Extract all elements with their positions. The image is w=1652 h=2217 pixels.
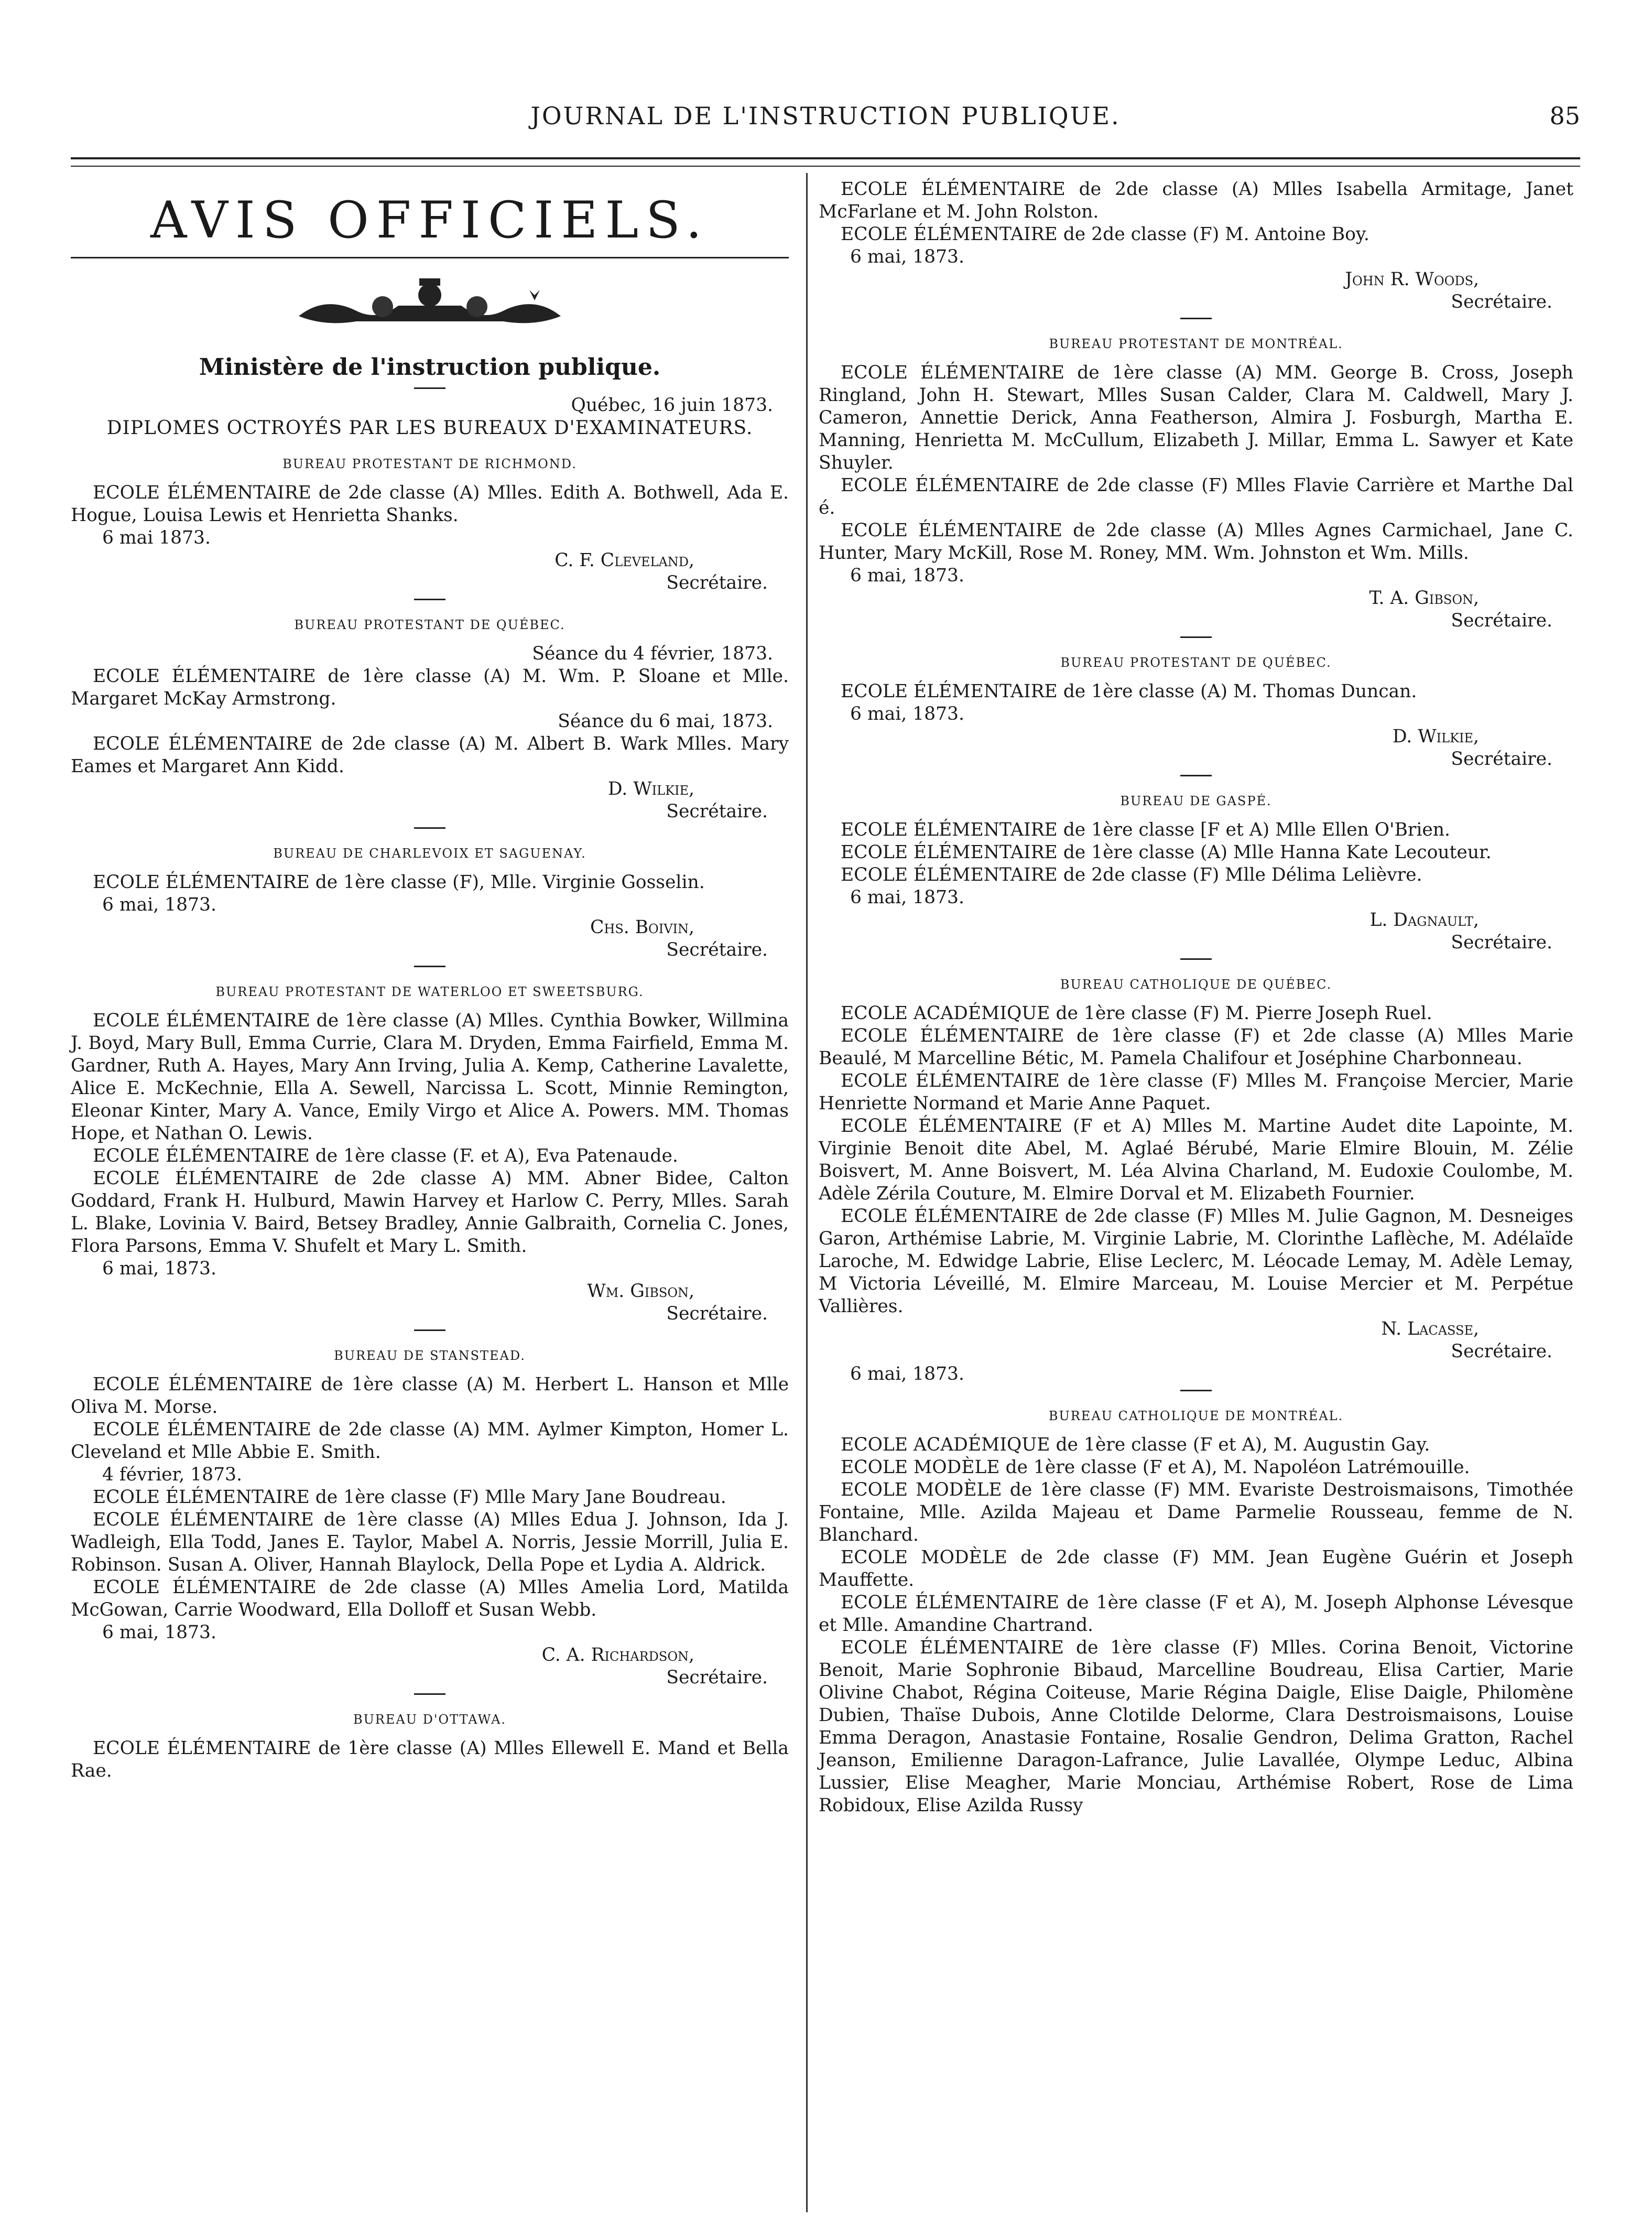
signatory-role: Secrétaire.	[1451, 610, 1552, 631]
diploma-entry: ECOLE ÉLÉMENTAIRE de 1ère classe (A) MM. George B. Cross, Joseph Ringland, John H. Stewart, Mlles Susan Calder, Clara M. Caldwell, Mary J. Cameron, Annettie Derick, Anna Featherson, Almira J. Fosburgh, Martha E. Manning, Henrietta M. McCullum, Elizabeth J. Millar, Emma L. Sawyer et Kate Shuyler.	[819, 362, 1573, 473]
signatory-role: Secrétaire.	[1451, 749, 1552, 770]
bureau-heading: BUREAU DE STANSTEAD.	[334, 1348, 526, 1363]
diploma-entry: ECOLE ÉLÉMENTAIRE de 1ère classe (F et A), M. Joseph Alphonse Lévesque et Mlle. Amandine Chartrand.	[819, 1592, 1573, 1636]
signatory-name: D. Wilkie,	[1392, 726, 1479, 747]
diploma-entry: ECOLE ACADÉMIQUE de 1ère classe (F et A), M. Augustin Gay.	[841, 1434, 1430, 1455]
diploma-entry: ECOLE ÉLÉMENTAIRE de 1ère classe (F) Mlles M. Françoise Mercier, Marie Henriette Normand et Marie Anne Paquet.	[819, 1070, 1573, 1114]
signatory-name: L. Dagnault,	[1370, 910, 1479, 931]
signatory-role: Secrétaire.	[666, 939, 768, 960]
journal-title: JOURNAL DE L'INSTRUCTION PUBLIQUE.	[530, 102, 1121, 130]
diploma-entry: ECOLE ÉLÉMENTAIRE de 2de classe A) MM. Abner Bidee, Calton Goddard, Frank H. Hulburd, Mawin Harvey et Harlow C. Perry, Mlles. Sarah L. Blake, Lovinia V. Baird, Betsey Bradley, Annie Galbraith, Cornelia C. Jones, Flora Parsons, Emma V. Shufelt et Mary L. Smith.	[71, 1168, 789, 1257]
divider	[414, 387, 445, 389]
signatory-role: Secrétaire.	[666, 572, 768, 593]
page-header	[71, 100, 1580, 136]
diploma-entry: ECOLE ÉLÉMENTAIRE de 1ère classe (F) et 2de classe (A) Mlles Marie Beaulé, M Marcelline Bétic, M. Pamela Chalifour et Joséphine Charbonneau.	[819, 1025, 1573, 1069]
column-divider	[806, 173, 808, 2212]
diploma-entry: ECOLE ÉLÉMENTAIRE de 2de classe (F) M. Antoine Boy.	[841, 224, 1370, 245]
signatory-role: Secrétaire.	[1451, 932, 1552, 953]
signatory-name: T. A. Gibson,	[1369, 588, 1479, 609]
entry-date: 6 mai, 1873.	[850, 887, 964, 908]
bureau-heading: BUREAU D'OTTAWA.	[353, 1712, 507, 1727]
page-number: 85	[1549, 102, 1580, 130]
royal-arms-ornament-icon	[294, 274, 566, 332]
diploma-entry: ECOLE ÉLÉMENTAIRE de 2de classe (F) Mlle Délima Lelièvre.	[841, 864, 1422, 885]
signatory-role: Secrétaire.	[1451, 291, 1552, 312]
signatory-role: Secrétaire.	[666, 1303, 768, 1324]
bureau-heading: BUREAU PROTESTANT DE WATERLOO ET SWEETSBURG.	[215, 985, 644, 999]
bureau-heading: BUREAU DE GASPÉ.	[1120, 794, 1272, 808]
signatory-name: Chs. Boivin,	[590, 917, 694, 938]
diploma-entry: ECOLE ÉLÉMENTAIRE de 1ère classe (F) Mlles. Corina Benoit, Victorine Benoit, Marie Sophronie Bibaud, Marcelline Boudreau, Elisa Cartier, Marie Olivine Chabot, Régina Coiteuse, Marie Régina Daigle, Elise Daigle, Philomène Dubien, Thaïse Dubois, Anne Clotilde Delorme, Clara Destroismaisons, Louise Emma Deragon, Anastasie Fontaine, Rosalie Gendron, Delima Gratton, Rachel Jeanson, Emilienne Daragon-Lafrance, Julie Lavallée, Olympe Leduc, Albina Lussier, Elise Meagher, Marie Monciau, Arthémise Robert, Rose de Lima Robidoux, Elise Azilda Russy	[819, 1637, 1573, 1816]
diploma-entry: ECOLE ÉLÉMENTAIRE de 2de classe (A) Mlles Agnes Carmichael, Jane C. Hunter, Mary McKill, Rose M. Roney, MM. Wm. Johnston et Wm. Mills.	[819, 520, 1573, 564]
diploma-entry: ECOLE MODÈLE de 1ère classe (F) MM. Evariste Destroismaisons, Timothée Fontaine, Mlle. Azilda Majeau et Dame Parmelie Rousseau, femme de N. Blanchard.	[819, 1479, 1573, 1545]
divider	[414, 1693, 445, 1695]
diploma-entry: ECOLE ÉLÉMENTAIRE de 1ère classe (F. et A), Eva Patenaude.	[93, 1145, 678, 1166]
header-rule	[71, 157, 1580, 159]
diploma-entry: ECOLE ÉLÉMENTAIRE de 2de classe (F) Mlles Flavie Carrière et Marthe Dal é.	[819, 475, 1573, 518]
diploma-entry: ECOLE ÉLÉMENTAIRE (F et A) Mlles M. Martine Audet dite Lapointe, M. Virginie Benoit dite Abel, M. Aglaé Bérubé, Marie Elmire Blouin, M. Zélie Boisvert, M. Anne Boisvert, M. Léa Alvina Charland, M. Eudoxie Coulombe, M. Adèle Zérila Couture, M. Elmire Dorval et M. Elizabeth Fournier.	[819, 1116, 1573, 1204]
divider	[414, 1329, 445, 1331]
diploma-entry: ECOLE ÉLÉMENTAIRE de 1ère classe [F et A) Mlle Ellen O'Brien.	[841, 819, 1450, 840]
bureau-heading: BUREAU CATHOLIQUE DE MONTRÉAL.	[1048, 1409, 1344, 1423]
right-column	[819, 178, 1573, 1817]
divider	[1180, 318, 1212, 319]
signatory-role: Secrétaire.	[666, 801, 768, 822]
entry-date: 6 mai, 1873.	[850, 1364, 964, 1385]
diploma-entry: ECOLE ÉLÉMENTAIRE de 2de classe (F) Mlles M. Julie Gagnon, M. Desneiges Garon, Arthémise Labrie, M. Virginie Labrie, M. Clorinthe Laflèche, M. Adélaïde Laroche, M. Edwidge Labrie, Elise Leclerc, M. Léocade Lemay, M. Adèle Lemay, M Victoria Léveillé, M. Elmire Marceau, M. Louise Mercier et M. Perpétue Vallières.	[819, 1206, 1573, 1317]
ministry-heading: Ministère de l'instruction publique.	[199, 354, 661, 381]
bureau-heading: BUREAU PROTESTANT DE MONTRÉAL.	[1049, 337, 1343, 351]
header-rule-thin	[71, 166, 1580, 167]
signatory-name: N. Lacasse,	[1381, 1318, 1479, 1339]
diploma-entry: ECOLE ÉLÉMENTAIRE de 1ère classe (A) M. Thomas Duncan.	[841, 681, 1417, 702]
bureau-heading: BUREAU PROTESTANT DE QUÉBEC.	[294, 618, 566, 632]
diploma-entry: ECOLE ÉLÉMENTAIRE de 2de classe (A) Mlles Isabella Armitage, Janet McFarlane et M. John Rolston.	[819, 179, 1573, 222]
place-date: Québec, 16 juin 1873.	[571, 395, 773, 416]
diploma-entry: ECOLE ÉLÉMENTAIRE de 1ère classe (A) Mlles Ellewell E. Mand et Bella Rae.	[71, 1738, 789, 1781]
entry-date: 6 mai, 1873.	[102, 894, 216, 915]
diploma-entry: ECOLE ÉLÉMENTAIRE de 1ère classe (A) M. Herbert L. Hanson et Mlle Oliva M. Morse.	[71, 1374, 789, 1418]
bureau-heading: BUREAU CATHOLIQUE DE QUÉBEC.	[1060, 977, 1332, 992]
signatory-name: Wm. Gibson,	[587, 1281, 694, 1302]
diploma-entry: ECOLE ÉLÉMENTAIRE de 1ère classe (A) Mlles. Cynthia Bowker, Willmina J. Boyd, Mary Bull, Emma Currie, Clara M. Dryden, Emma Fairfield, Emma M. Gardner, Ruth A. Hayes, Mary Ann Irving, Julia A. Kemp, Catherine Lavalette, Alice E. McKechnie, Ella A. Sewell, Narcissa L. Scott, Minnie Remington, Eleonar Kinter, Mary A. Vance, Emily Virgo et Alice A. Powers. MM. Thomas Hope, et Nathan O. Lewis.	[71, 1010, 789, 1144]
bureau-heading: BUREAU PROTESTANT DE RICHMOND.	[282, 457, 577, 471]
entry-date: 6 mai, 1873.	[102, 1258, 216, 1279]
title-rule	[71, 257, 789, 258]
diploma-entry: ECOLE ÉLÉMENTAIRE de 1ère classe (F) Mlle Mary Jane Boudreau.	[93, 1487, 726, 1508]
signatory-role: Secrétaire.	[666, 1667, 768, 1688]
bureau-heading: BUREAU DE CHARLEVOIX ET SAGUENAY.	[273, 846, 586, 861]
divider	[1180, 636, 1212, 638]
session-date: Séance du 4 février, 1873.	[532, 643, 773, 664]
diploma-entry: ECOLE ÉLÉMENTAIRE de 1ère classe (A) M. Wm. P. Sloane et Mlle. Margaret McKay Armstrong.	[71, 666, 789, 709]
signatory-name: C. A. Richardson,	[541, 1645, 694, 1666]
diploma-entry: ECOLE ACADÉMIQUE de 1ère classe (F) M. Pierre Joseph Ruel.	[841, 1003, 1432, 1024]
divider	[1180, 1390, 1212, 1391]
divider	[414, 966, 445, 967]
diploma-entry: ECOLE MODÈLE de 1ère classe (F et A), M. Napoléon Latrémouille.	[841, 1457, 1470, 1478]
entry-date: 6 mai, 1873.	[850, 704, 964, 724]
left-column	[71, 178, 789, 1782]
diploma-entry: ECOLE ÉLÉMENTAIRE de 1ère classe (A) Mlle Hanna Kate Lecouteur.	[841, 842, 1492, 863]
entry-date: 6 mai, 1873.	[102, 1622, 216, 1643]
diplomas-title: DIPLOMES OCTROYÉS PAR LES BUREAUX D'EXAMINATEURS.	[106, 417, 753, 439]
divider	[1180, 958, 1212, 960]
session-date: Séance du 6 mai, 1873.	[558, 711, 773, 732]
diploma-entry: ECOLE ÉLÉMENTAIRE de 2de classe (A) M. Albert B. Wark Mlles. Mary Eames et Margaret Ann Kidd.	[71, 733, 789, 777]
signatory-name: D. Wilkie,	[607, 778, 694, 799]
main-title: AVIS OFFICIELS.	[150, 191, 709, 250]
bureau-heading: BUREAU PROTESTANT DE QUÉBEC.	[1060, 655, 1332, 670]
signatory-role: Secrétaire.	[1451, 1341, 1552, 1362]
signatory-name: C. F. Cleveland,	[555, 550, 694, 571]
diploma-entry: ECOLE ÉLÉMENTAIRE de 2de classe (A) MM. Aylmer Kimpton, Homer L. Cleveland et Mlle Abbie E. Smith.	[71, 1419, 789, 1463]
diploma-entry: ECOLE ÉLÉMENTAIRE de 1ère classe (F), Mlle. Virginie Gosselin.	[93, 872, 705, 893]
divider	[414, 599, 445, 600]
diploma-entry: ECOLE MODÈLE de 2de classe (F) MM. Jean Eugène Guérin et Joseph Mauffette.	[819, 1547, 1573, 1591]
entry-date: 4 février, 1873.	[102, 1464, 242, 1485]
diploma-entry: ECOLE ÉLÉMENTAIRE de 1ère classe (A) Mlles Edua J. Johnson, Ida J. Wadleigh, Ella Todd, Janes E. Taylor, Mabel A. Norris, Jessie Morrill, Julia E. Robinson. Susan A. Oliver, Hannah Blaylock, Della Pope et Lydia A. Aldrick.	[71, 1509, 789, 1575]
entry-date: 6 mai 1873.	[102, 527, 211, 548]
diploma-entry: ECOLE ÉLÉMENTAIRE de 2de classe (A) Mlles. Edith A. Bothwell, Ada E. Hogue, Louisa Lewis et Henrietta Shanks.	[71, 482, 789, 526]
diploma-entry: ECOLE ÉLÉMENTAIRE de 2de classe (A) Mlles Amelia Lord, Matilda McGowan, Carrie Woodward, Ella Dolloff et Susan Webb.	[71, 1577, 789, 1620]
signatory-name: John R. Woods,	[1345, 269, 1479, 290]
divider	[414, 827, 445, 829]
entry-date: 6 mai, 1873.	[850, 246, 964, 267]
divider	[1180, 775, 1212, 776]
entry-date: 6 mai, 1873.	[850, 565, 964, 586]
